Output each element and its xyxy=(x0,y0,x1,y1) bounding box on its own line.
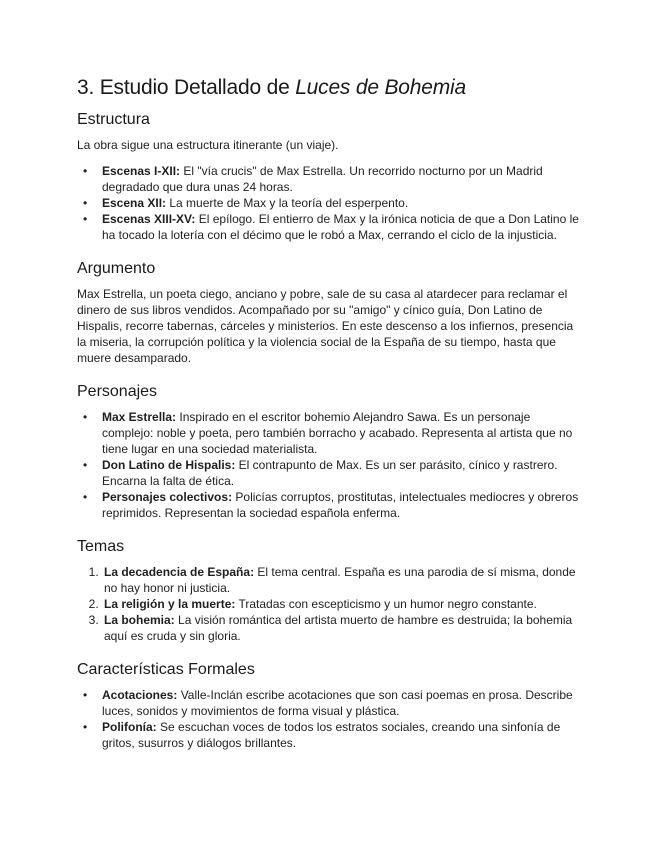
item-label: Acotaciones: xyxy=(102,688,178,702)
argumento-text: Max Estrella, un poeta ciego, anciano y pobre, sale de su casa al atardecer para reclamar el dinero de sus libros vendidos. Acompañado por su "amigo" y cínico guía, Don Latino de Hispalis, recorre tabernas, cárceles y ministerios. En este descenso a los infiernos, presencia la miseria, la corrupción política y la violencia social de la España de su tiempo, hasta que muere desamparado. xyxy=(77,287,574,365)
list-item xyxy=(102,489,582,521)
item-label: Don Latino de Hispalis: xyxy=(102,458,236,472)
list-item xyxy=(102,612,582,644)
item-text: Tratadas con escepticismo y un humor negro constante. xyxy=(235,597,537,611)
estructura-list xyxy=(77,163,582,243)
heading-argumento: Argumento xyxy=(77,260,156,277)
list-item xyxy=(102,211,582,243)
temas-list xyxy=(77,564,582,644)
item-label: La decadencia de España: xyxy=(104,565,255,579)
item-label: Escenas I-XII: xyxy=(102,164,181,178)
heading-caracteristicas: Características Formales xyxy=(77,661,255,678)
list-item xyxy=(102,564,582,596)
item-label: Escenas XIII-XV: xyxy=(102,212,196,226)
page-title xyxy=(77,74,582,102)
item-label: Escena XII: xyxy=(102,196,167,210)
item-label: Polifonía: xyxy=(102,720,157,734)
item-text: Valle-Inclán escribe acotaciones que son casi poemas en prosa. Describe luces, sonidos y movimientos de forma visual y plástica. xyxy=(102,688,573,718)
item-label: La religión y la muerte: xyxy=(104,597,236,611)
list-item xyxy=(102,687,582,719)
title-italic: Luces de Bohemia xyxy=(295,76,466,99)
heading-personajes: Personajes xyxy=(77,383,158,400)
list-item xyxy=(102,596,582,612)
caracteristicas-list xyxy=(77,687,582,751)
heading-estructura: Estructura xyxy=(77,111,150,128)
heading-temas: Temas xyxy=(77,538,125,555)
item-text: La visión romántica del artista muerto de hambre es destruida; la bohemia aquí es cruda y sin gloria. xyxy=(104,613,573,643)
section-estructura xyxy=(77,110,582,243)
item-text: El epílogo. El entierro de Max y la irónica noticia de que a Don Latino le ha tocado la lotería con el décimo que le robó a Max, cerrando el ciclo de la injusticia. xyxy=(102,212,579,242)
item-label: La bohemia: xyxy=(104,613,175,627)
section-temas xyxy=(77,537,582,644)
personajes-list xyxy=(77,409,582,521)
list-item xyxy=(102,163,582,195)
item-text: El tema central. España es una parodia de sí misma, donde no hay honor ni justicia. xyxy=(104,565,576,595)
item-text: Inspirado en el escritor bohemio Alejandro Sawa. Es un personaje complejo: noble y poeta, pero también borracho y acabado. Representa al artista que no tiene lugar en una sociedad materialista. xyxy=(102,410,573,456)
list-item xyxy=(102,409,582,457)
section-argumento xyxy=(77,259,582,366)
estructura-intro: La obra sigue una estructura itinerante (un viaje). xyxy=(77,138,339,152)
document-content xyxy=(77,74,582,767)
item-text: El "vía crucis" de Max Estrella. Un recorrido nocturno por un Madrid degradado que dura unas 24 horas. xyxy=(102,164,543,194)
section-personajes xyxy=(77,382,582,521)
item-text: El contrapunto de Max. Es un ser parásito, cínico y rastrero. Encarna la falta de ética. xyxy=(102,458,558,488)
title-prefix: 3. Estudio Detallado de xyxy=(77,76,296,99)
list-item xyxy=(102,457,582,489)
list-item xyxy=(102,195,582,211)
item-label: Personajes colectivos: xyxy=(102,490,233,504)
item-text: Policías corruptos, prostitutas, intelectuales mediocres y obreros reprimidos. Representan la sociedad española enferma. xyxy=(102,490,579,520)
item-text: Se escuchan voces de todos los estratos sociales, creando una sinfonía de gritos, susurros y diálogos brillantes. xyxy=(102,720,561,750)
item-text: La muerte de Max y la teoría del esperpento. xyxy=(166,196,409,210)
section-caracteristicas xyxy=(77,660,582,751)
list-item xyxy=(102,719,582,751)
item-label: Max Estrella: xyxy=(102,410,177,424)
